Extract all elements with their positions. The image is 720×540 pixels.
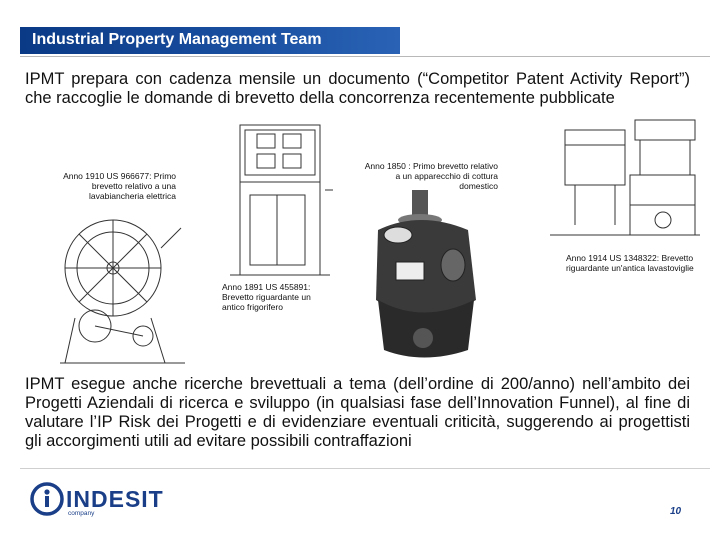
intro-paragraph: IPMT prepara con cadenza mensile un documento (“Competitor Patent Activity Report”) che raccoglie le domande di brevetto della concorrenza recentemente pubblicate [25, 70, 690, 107]
indesit-logo-icon [30, 482, 64, 516]
patent-caption-refrigerator: Anno 1891 US 455891: Brevetto riguardante un antico frigorifero [222, 282, 311, 312]
patent-caption-dishwasher: Anno 1914 US 1348322: Brevetto riguardante un'antica lavastoviglie [566, 253, 694, 273]
body-paragraph: IPMT esegue anche ricerche brevettuali a tema (dell’ordine di 200/anno) nell’ambito dei Progetti Aziendali di ricerca e sviluppo (in qualsiasi fase dell’Innovation Funnel), al fine di valutare l’IP Risk dei Progetti e di evidenziare eventuali criticità, suggerendo ai progettisti gli accorgimenti utili ad evitare possibili contraffazioni [25, 375, 690, 450]
refrigerator-drawing [225, 120, 335, 280]
page-number: 10 [670, 506, 682, 517]
cooking-stove-drawing [368, 190, 488, 365]
header-divider [20, 56, 710, 57]
logo-wordmark: INDESIT [66, 486, 164, 512]
patent-caption-stove: Anno 1850 : Primo brevetto relativo a un apparecchio di cottura domestico [364, 161, 498, 191]
washing-machine-drawing [55, 208, 195, 368]
logo-subtext: company [68, 510, 95, 517]
patent-caption-washing-machine: Anno 1910 US 966677: Primo brevetto relativo a una lavabiancheria elettrica [63, 171, 176, 201]
indesit-logo [30, 482, 190, 518]
page-title: Industrial Property Management Team [32, 31, 322, 48]
dishwasher-drawing [545, 115, 705, 245]
header-bar [20, 27, 400, 54]
footer-divider [20, 468, 710, 469]
